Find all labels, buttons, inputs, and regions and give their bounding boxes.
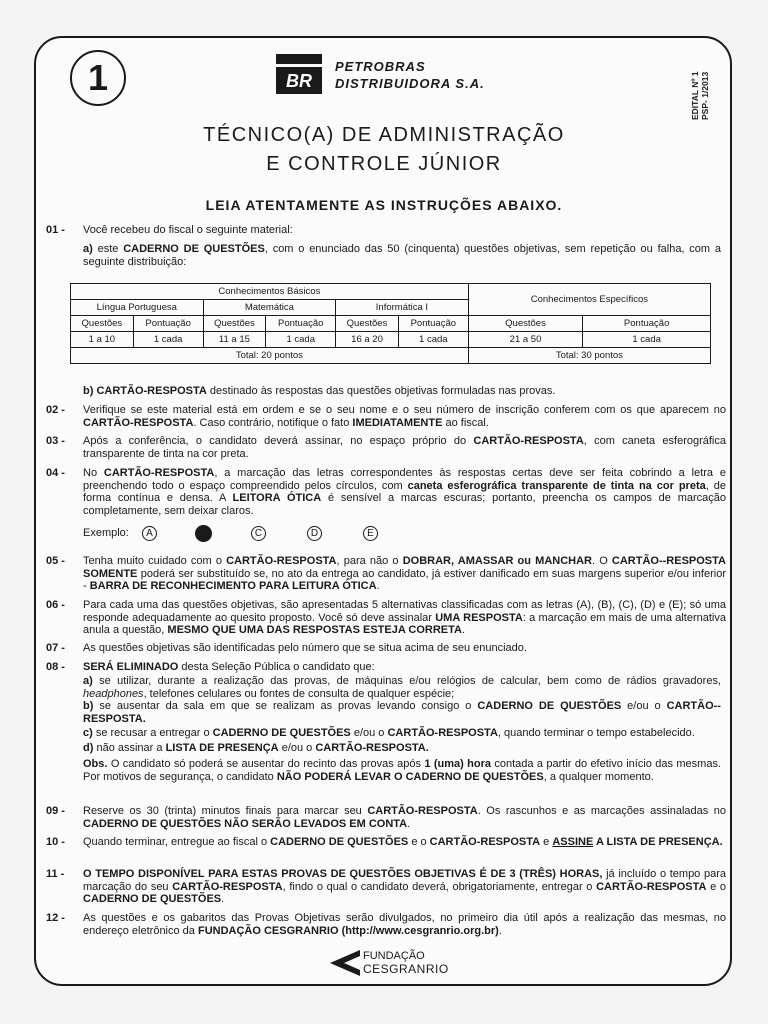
booklet-number-badge [70,50,126,106]
instruction-01b [83,385,721,398]
item-letter: d) [83,742,94,754]
company-line1: PETROBRAS [335,59,426,74]
bold-part: CARTÃO-RESPOSTA [103,467,215,479]
text-part: este [97,243,124,255]
text-part: . [407,817,411,830]
footer-line2: CESGRANRIO [363,962,449,976]
bold-part: CARTÃO-RESPOSTA [367,805,478,817]
item-letter: c) [83,727,93,739]
table-cell: 1 cada [583,332,711,348]
col-pontuacao: Pontuação [583,316,711,332]
bold-part: CADERNO DE QUESTÕES [123,243,265,255]
bold-part: caneta esferográfica transparente de tinta na cor preta [407,479,706,492]
bold-part: DOBRAR, AMASSAR ou MANCHAR [402,555,592,567]
text-part: é sensível a marcas escuras; portanto, preencha os campos de marcação completamente, sem deixar claros. [83,492,726,517]
col-questoes: Questões [468,316,583,332]
bold-part: FUNDAÇÃO CESGRANRIO (http://www.cesgranrio.org.br) [197,924,499,937]
instruction-08c [83,727,721,740]
item-letter: b) [83,385,94,397]
instruction-08b [83,700,721,725]
item-number: 05 - [46,555,65,567]
footer-line1: FUNDAÇÃO [363,950,425,962]
bold-part: CARTÃO-RESPOSTA [473,435,584,447]
text-part: não assinar a [96,742,166,754]
bold-part: CARTÃO-RESPOSTA [83,416,194,429]
total-basic: Total: 20 pontos [71,348,469,364]
col-questoes: Questões [71,316,134,332]
text-part: . O [591,555,612,567]
bold-part: 1 (uma) hora [424,758,492,770]
text-part: , telefones celulares ou fontes de consulta de qualquer espécie; [143,687,455,700]
text-part: se utilizar, durante a realização das provas, de máquinas e/ou relógios de calcular, bem como de rádios gravadores, [99,675,721,687]
text-part: e/ou o [621,700,667,712]
item-letter: a) [83,675,93,687]
logo-mark-text: BR [286,71,312,91]
item-number: 10 - [46,836,65,848]
text-part: se recusar a entregar o [95,727,213,739]
item-text: As questões objetivas são identificadas pelo número que se situa acima de seu enunciado. [83,642,527,654]
bubble-d: D [307,526,322,541]
table-cell: 1 cada [398,332,468,348]
bold-part: MESMO QUE UMA DAS RESPOSTAS ESTEJA CORRETA [167,624,462,636]
table-cell: 11 a 15 [203,332,266,348]
col-pontuacao: Pontuação [133,316,203,332]
text-part: e [540,836,553,848]
item-letter: b) [83,700,94,712]
bold-part: CARTÃO-RESPOSTA [172,880,283,893]
group-basic-header: Conhecimentos Básicos [71,284,469,300]
company-line2: DISTRIBUIDORA S.A. [335,76,485,91]
text-part: , quando terminar o tempo estabelecido. [497,727,695,739]
subject-portuguese: Língua Portuguesa [71,300,204,316]
text-part: . Caso contrário, notifique o fato [193,416,353,429]
text-part: . [498,924,502,937]
italic-part: headphones [83,687,144,700]
title-line1: TÉCNICO(A) DE ADMINISTRAÇÃO [203,124,565,146]
text-part: ao fiscal. [442,416,489,429]
bubble-a: A [142,526,157,541]
bold-part: NÃO PODERÁ LEVAR O CADERNO DE QUESTÕES [276,770,544,783]
text-part: No [83,467,104,479]
table-cell: 1 cada [266,332,336,348]
bold-part: LEITORA ÓTICA [232,492,322,504]
subject-informatics: Informática I [336,300,469,316]
item-number: 09 - [46,805,65,817]
text-part: desta Seleção Pública o candidato que: [178,661,375,673]
question-distribution-table [70,283,711,364]
text-part: , com caneta esferográfica transparente de tinta na cor preta. [83,435,726,460]
text-part: , para não o [336,555,403,567]
bubble-e: E [363,526,378,541]
bold-part: CARTÃO-RESPOSTA [96,385,207,397]
text-part: , com o enunciado das 50 (cinquenta) questões objetivas, sem repetição ou falha, com a seguinte distribuição: [83,243,721,268]
bubble-c: C [251,526,266,541]
text-part: . [462,624,466,636]
subtitle: LEIA ATENTAMENTE AS INSTRUÇÕES ABAIXO. [205,197,563,213]
text-part: contada a partir do efetivo início das mesmas. Por motivos de segurança, o candidato [83,758,722,783]
text-part: e/ou o [350,727,388,739]
instruction-01a [83,243,721,268]
item-number: 07 - [46,642,65,654]
item-letter: a) [83,243,93,255]
total-specific: Total: 30 pontos [468,348,710,364]
item-number: 12 - [46,912,65,924]
text-part: e o [706,880,727,893]
subject-math: Matemática [203,300,336,316]
bold-part: CADERNO DE QUESTÕES NÃO SERÃO LEVADOS EM CONTA [83,817,408,830]
table-cell: 1 cada [133,332,203,348]
text-part: , a qualquer momento. [543,770,654,783]
br-logo-icon [276,54,322,94]
item-number: 08 - [46,661,65,673]
text-part: poderá ser substituído se, no ato da entrega ao candidato, já estiver danificado em suas margens superior e/ou inferior - [83,567,726,592]
text-part: Verifique se este material está em ordem e se o seu nome e o seu número de inscrição conferem com os que aparecem no [83,404,726,416]
item-number: 04 - [46,467,65,479]
item-number: 02 - [46,404,65,416]
col-questoes: Questões [336,316,399,332]
text-part: . [221,893,225,905]
text-part: Para cada uma das questões objetivas, são apresentadas 5 alternativas classificadas com as letras (A), (B), (C), (D) e (E); só uma responde adequadamente ao quesito proposto. Você só deve assinalar [83,599,726,624]
bold-part: UMA RESPOSTA [435,611,523,624]
bubble-b-filled [195,525,212,542]
text-part: e/ou o [278,742,316,754]
bold-underlined-part: ASSINE [552,836,594,848]
group-specific-header: Conhecimentos Específicos [468,284,710,316]
item-number: 03 - [46,435,65,447]
text-part: Tenha muito cuidado com o [83,555,227,567]
cesgranrio-logo-icon [330,948,362,978]
bold-part: CARTÃO-RESPOSTA [596,880,707,893]
col-questoes: Questões [203,316,266,332]
bold-part: CADERNO DE QUESTÕES [270,836,409,848]
text-part: destinado às respostas das questões objetivas formuladas nas provas. [206,385,556,397]
company-name [335,58,485,92]
text-part: se ausentar da sala em que se realizam as provas levando consigo o [99,700,478,712]
table-cell: 1 a 10 [71,332,134,348]
bold-part: CARTÃO--RESPOSTA. [83,700,721,725]
bold-part: CARTÃO-RESPOSTA [226,555,337,567]
obs-label: Obs. [83,758,108,770]
text-part: O candidato só poderá se ausentar do recinto das provas após [110,758,425,770]
item-number: 06 - [46,599,65,611]
text-part: , de forma contínua e densa. A [83,479,726,504]
edital-line2: PSP- 1/2013 [700,71,710,120]
bold-part: BARRA DE RECONHECIMENTO PARA LEITURA ÓTICA [89,580,377,592]
item-number: 11 - [46,868,65,880]
footer-logo-text [363,950,449,976]
bold-part: CADERNO DE QUESTÕES [83,893,222,905]
item-number: 01 - [46,224,65,236]
text-part: Reserve os 30 (trinta) minutos finais para marcar seu [83,805,368,817]
booklet-number: 1 [87,57,109,98]
text-part: Após a conferência, o candidato deverá assinar, no espaço próprio do [83,435,474,447]
text-part: e o [408,836,430,848]
instruction-08d [83,742,721,755]
bold-part: CARTÃO-RESPOSTA [387,727,498,739]
bold-part: CARTÃO-RESPOSTA. [315,742,429,754]
instruction-08-obs [83,758,721,783]
example-label: Exemplo: [83,527,129,539]
bold-part: CADERNO DE QUESTÕES [477,700,622,712]
table-cell: 16 a 20 [336,332,399,348]
bold-part: A LISTA DE PRESENÇA. [593,836,723,848]
text-part: As questões e os gabaritos das Provas Objetivas serão divulgados, no primeiro dia útil após a realização das mesmas, no endereço eletrônico da [83,912,726,937]
bold-part: CARTÃO-RESPOSTA [429,836,541,848]
bold-part: O TEMPO DISPONÍVEL PARA ESTAS PROVAS DE QUESTÕES OBJETIVAS É DE 3 (TRÊS) HORAS, [83,868,603,880]
edital-line1: EDITAL Nº 1 [690,71,700,120]
text-part: , a marcação das letras correspondentes às respostas certas deve ser feita cobrindo a letra e preenchendo todo o espaço compreendido pelos círculos, com [83,467,726,492]
text-part: já incluído o tempo para marcação do seu [83,868,726,893]
bold-part: CARTÃO--RESPOSTA SOMENTE [83,555,726,580]
table-row [71,332,711,348]
bold-part: SERÁ ELIMINADO [83,661,179,673]
bold-part: LISTA DE PRESENÇA [165,742,279,754]
item-text: Você recebeu do fiscal o seguinte material: [83,224,293,236]
col-pontuacao: Pontuação [398,316,468,332]
text-part: , findo o qual o candidato deverá, obrigatoriamente, entregar o [282,880,597,893]
text-part: . Os rascunhos e as marcações assinaladas no [477,805,726,817]
bold-part: IMEDIATAMENTE [352,416,443,429]
table-cell: 21 a 50 [468,332,583,348]
edital-stamp [690,50,738,130]
text-part: : a marcação em mais de uma alternativa anula a questão, [83,611,726,636]
text-part: Quando terminar, entregue ao fiscal o [83,836,271,848]
title-line2: E CONTROLE JÚNIOR [266,153,502,175]
bold-part: CADERNO DE QUESTÕES [212,727,351,739]
text-part: . [376,580,380,592]
col-pontuacao: Pontuação [266,316,336,332]
instruction-08a [83,675,721,700]
